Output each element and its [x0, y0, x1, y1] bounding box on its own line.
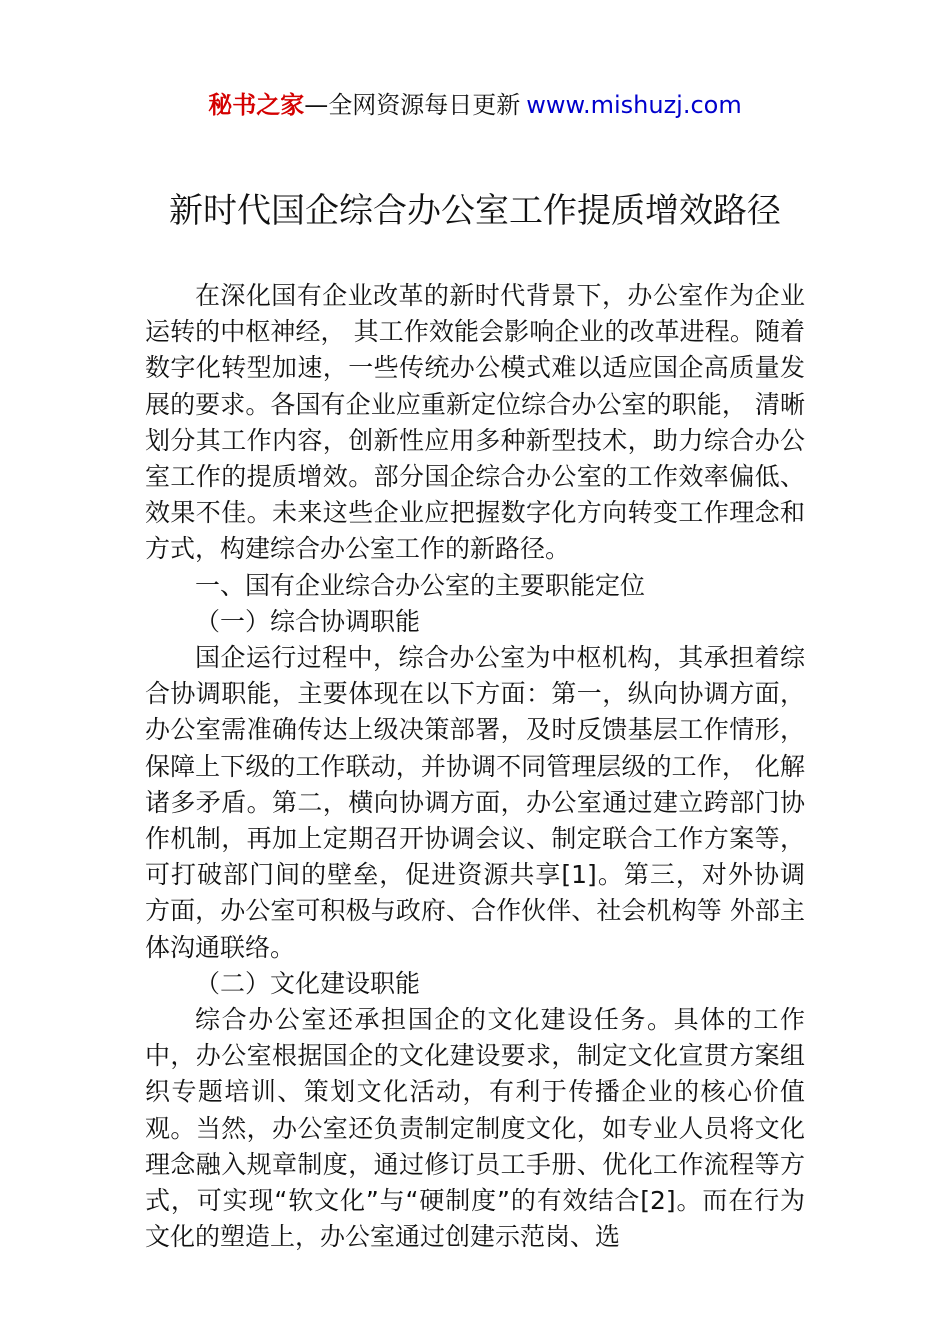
section-heading: 一、国有企业综合办公室的主要职能定位	[195, 570, 646, 600]
site-tagline: —全网资源每日更新	[304, 91, 521, 119]
intro-paragraph: 在深化国有企业改革的新时代背景下，办公室作为企业运转的中枢神经， 其工作效能会影响企业的改革进程。随着数字化转型加速，一些传统办公模式难以适应国企高质量发展的要求。各国有企业应重新定位综合办公室的职能， 清晰划分其工作内容，创新性应用多种新型技术，助力综合办公室工作的提质增效。部分国企综合办公室的工作效率偏低、效果不佳。未来这些企业应把握数字化方向转变工作理念和方式，构建综合办公室工作的新路径。	[145, 281, 805, 564]
document-title: 新时代国企综合办公室工作提质增效路径	[169, 191, 781, 231]
body-paragraph: 国企运行过程中，综合办公室为中枢机构，其承担着综合协调职能，主要体现在以下方面：第一，纵向协调方面，办公室需准确传达上级决策部署，及时反馈基层工作情形，保障上下级的工作联动，并协调不同管理层级的工作， 化解诸多矛盾。第二，横向协调方面，办公室通过建立跨部门协作机制，再加上定期召开协调会议、制定联合工作方案等，可打破部门间的壁垒，促进资源共享[1]。第三，对外协调方面，办公室可积极与政府、合作伙伴、社会机构等 外部主体沟通联络。	[145, 643, 805, 962]
subsection-heading: （一）综合协调职能	[195, 606, 421, 636]
body-paragraph: 综合办公室还承担国企的文化建设任务。具体的工作中，办公室根据国企的文化建设要求，制定文化宣贯方案组织专题培训、策划文化活动，有利于传播企业的核心价值观。当然，办公室还负责制定制度文化，如专业人员将文化理念融入规章制度，通过修订员工手册、优化工作流程等方式，可实现“软文化”与“硬制度”的有效结合[2]。而在行为文化的塑造上，办公室通过创建示范岗、选	[145, 1005, 805, 1252]
subsection-heading: （二）文化建设职能	[195, 968, 421, 998]
site-brand: 秘书之家	[208, 91, 305, 119]
site-url-link[interactable]: www.mishuzj.com	[526, 91, 742, 119]
site-header	[0, 88, 950, 122]
document-body	[145, 278, 805, 1255]
